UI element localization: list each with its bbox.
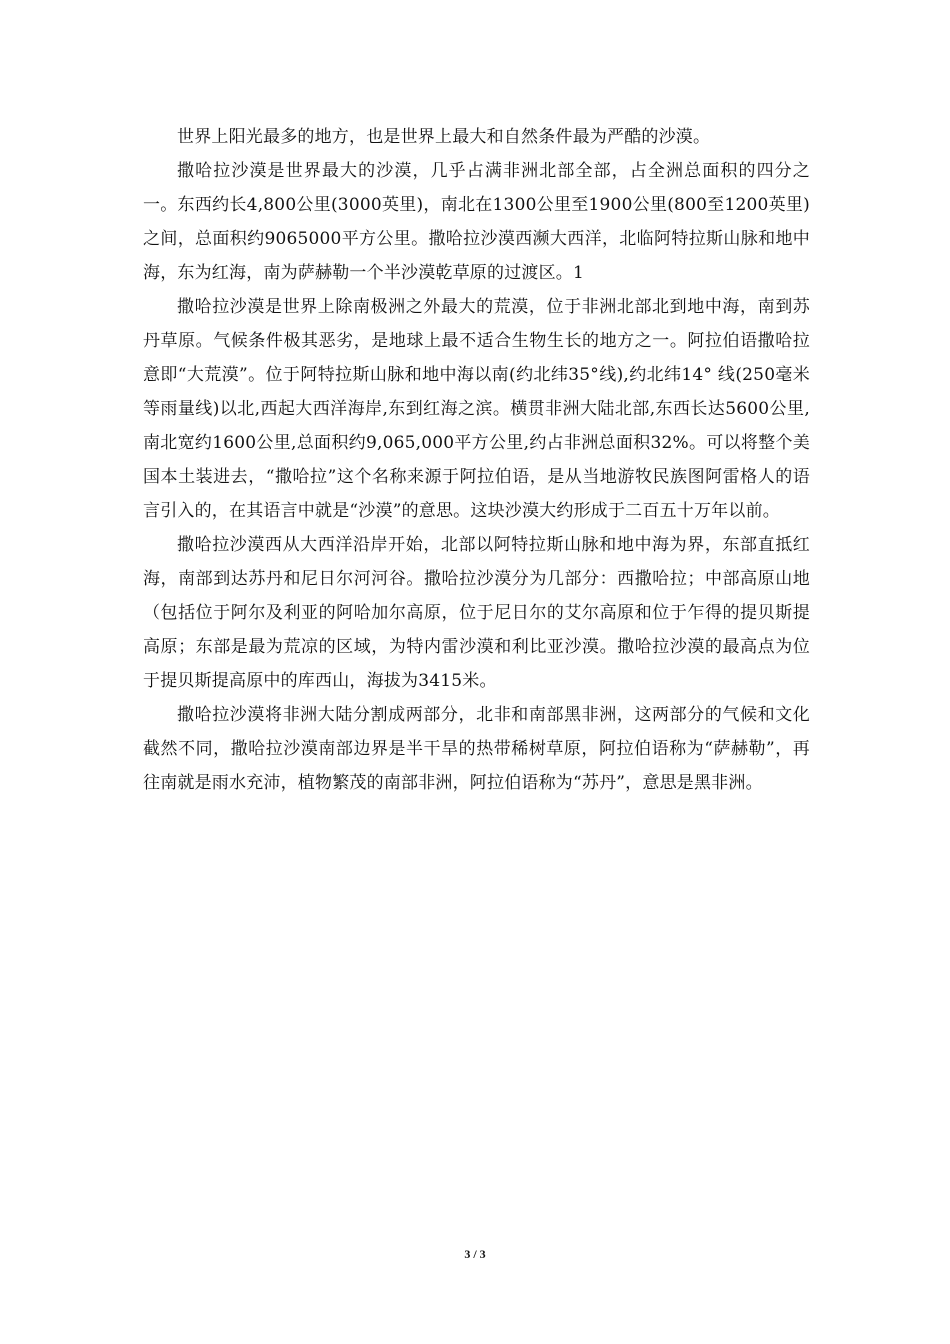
page-number: 3 / 3	[464, 1247, 486, 1261]
paragraph-regions: 撒哈拉沙漠西从大西洋沿岸开始，北部以阿特拉斯山脉和地中海为界，东部直抵红海，南部到达苏丹和尼日尔河河谷。撒哈拉沙漠分为几部分：西撒哈拉；中部高原山地（包括位于阿尔及利亚的阿哈加尔高原，位于尼日尔的艾尔高原和位于乍得的提贝斯提高原；东部是最为荒凉的区域，为特内雷沙漠和利比亚沙漠。撒哈拉沙漠的最高点为位于提贝斯提高原中的库西山，海拔为3415米。	[143, 535, 810, 691]
paragraph-division: 撒哈拉沙漠将非洲大陆分割成两部分，北非和南部黑非洲，这两部分的气候和文化截然不同，撒哈拉沙漠南部边界是半干旱的热带稀树草原，阿拉伯语称为“萨赫勒”，再往南就是雨水充沛，植物繁茂的南部非洲，阿拉伯语称为“苏丹”，意思是黑非洲。	[143, 705, 810, 793]
document-body	[143, 120, 810, 800]
paragraph-climate-and-name: 撒哈拉沙漠是世界上除南极洲之外最大的荒漠，位于非洲北部北到地中海，南到苏丹草原。气候条件极其恶劣，是地球上最不适合生物生长的地方之一。阿拉伯语撒哈拉意即“大荒漠”。位于阿特拉斯山脉和地中海以南(约北纬35°线),约北纬14° 线(250毫米等雨量线)以北,西起大西洋海岸,东到红海之滨。横贯非洲大陆北部,东西长达5600公里,南北宽约1600公里,总面积约9,065,000平方公里,约占非洲总面积32%。可以将整个美国本土装进去，“撒哈拉”这个名称来源于阿拉伯语，是从当地游牧民族图阿雷格人的语言引入的，在其语言中就是“沙漠”的意思。这块沙漠大约形成于二百五十万年以前。	[143, 297, 810, 521]
paragraph-size-and-borders: 撒哈拉沙漠是世界最大的沙漠，几乎占满非洲北部全部，占全洲总面积的四分之一。东西约长4,800公里(3000英里)，南北在1300公里至1900公里(800至1200英里)之间，总面积约9065000平方公里。撒哈拉沙漠西濒大西洋，北临阿特拉斯山脉和地中海，东为红海，南为萨赫勒一个半沙漠乾草原的过渡区。1	[143, 161, 810, 283]
paragraph-sunshine: 世界上阳光最多的地方，也是世界上最大和自然条件最为严酷的沙漠。	[177, 127, 711, 147]
